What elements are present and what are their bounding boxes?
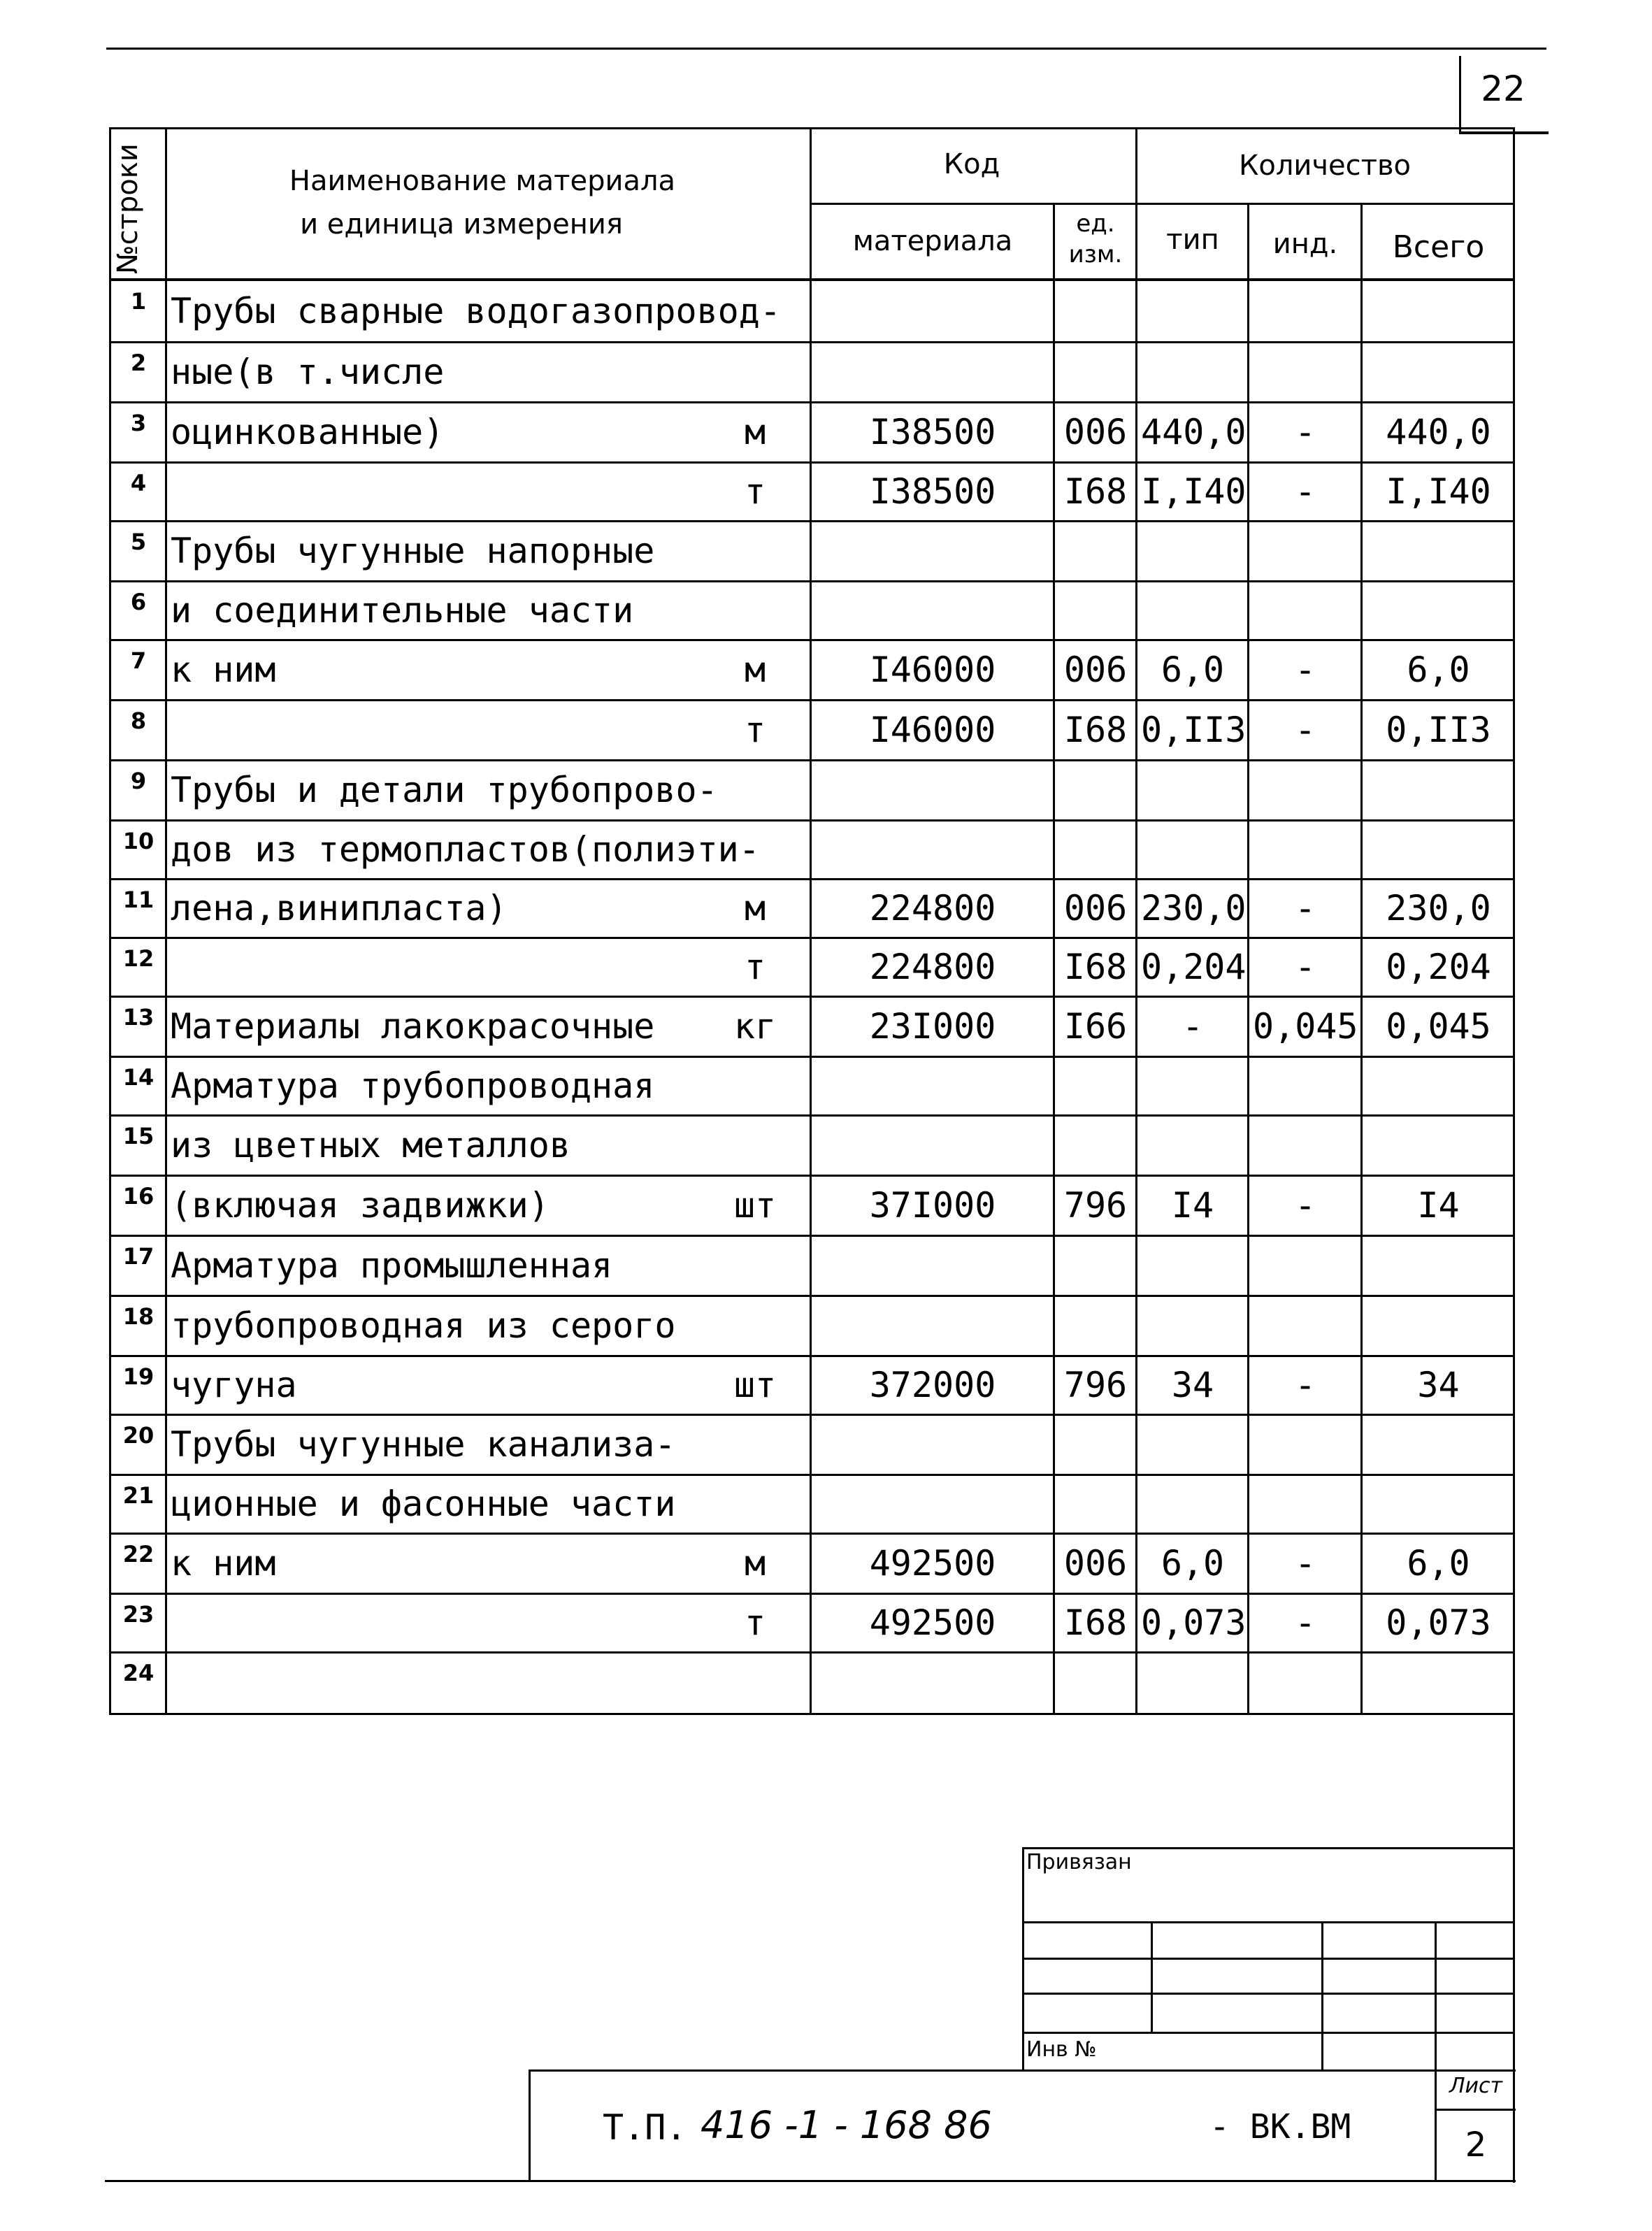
row-divider xyxy=(109,1651,1514,1653)
cell-name: Трубы чугунные напорные xyxy=(171,531,655,571)
cell-unit: м xyxy=(744,412,766,452)
cell-ind: - xyxy=(1294,471,1316,512)
cell-unit: т xyxy=(744,1602,766,1643)
row-number: 19 xyxy=(122,1363,155,1390)
cell-total: 230,0 xyxy=(1386,888,1491,928)
cell-name: дов из термопластов(полиэти- xyxy=(171,829,760,870)
page-number-box-bottom xyxy=(1459,131,1549,134)
stamp-main-left xyxy=(529,2069,531,2181)
row-divider xyxy=(109,401,1514,403)
cell-code: 224800 xyxy=(869,947,996,987)
cell-name: к ним xyxy=(171,650,276,690)
cell-code: 37I000 xyxy=(869,1185,996,1226)
cell-ind: 0,045 xyxy=(1253,1006,1358,1047)
cell-total: I4 xyxy=(1417,1185,1460,1226)
stamp-sheet-divider xyxy=(1435,2109,1516,2111)
row-number: 18 xyxy=(122,1303,155,1330)
cell-total: 0,II3 xyxy=(1386,710,1491,750)
cell-type: I4 xyxy=(1171,1185,1214,1226)
cell-unit: т xyxy=(744,947,766,987)
cell-name: и соединительные части xyxy=(171,590,634,631)
cell-unit: шт xyxy=(733,1365,777,1405)
row-divider xyxy=(109,520,1514,522)
cell-code: 492500 xyxy=(869,1543,996,1584)
cell-name: Арматура трубопроводная xyxy=(171,1066,655,1106)
cell-name: лена,винипласта) xyxy=(171,888,508,928)
cell-uom: 006 xyxy=(1063,888,1128,928)
row-number: 22 xyxy=(122,1541,155,1568)
name-code-divider xyxy=(810,127,812,1714)
cell-uom: 006 xyxy=(1063,1543,1128,1584)
type-ind-divider xyxy=(1247,203,1249,1713)
uom-type-divider xyxy=(1135,127,1137,1714)
code-group-header: Код xyxy=(943,148,1000,180)
bottom-rule xyxy=(105,2180,1516,2182)
row-number: 2 xyxy=(130,350,147,376)
row-divider xyxy=(109,1114,1514,1117)
cell-unit: м xyxy=(744,888,766,928)
name-header-line2: и единица измерения xyxy=(300,208,623,241)
sheet-label: Лист xyxy=(1449,2074,1503,2098)
cell-ind: - xyxy=(1294,1543,1316,1584)
cell-ind: - xyxy=(1294,1365,1316,1405)
cell-total: I,I40 xyxy=(1386,471,1491,512)
cell-ind: - xyxy=(1294,888,1316,928)
table-left-border xyxy=(109,127,111,1714)
top-rule xyxy=(106,48,1546,50)
cell-type: 34 xyxy=(1171,1365,1214,1405)
cell-total: 6,0 xyxy=(1407,650,1470,690)
row-divider xyxy=(109,1713,1514,1715)
cell-unit: кг xyxy=(733,1006,777,1047)
cell-unit: т xyxy=(744,710,766,750)
name-header-line1: Наименование материала xyxy=(289,165,676,197)
cell-code: I38500 xyxy=(869,471,996,512)
cell-name: оцинкованные) xyxy=(171,412,445,452)
page-number: 22 xyxy=(1481,69,1525,109)
row-divider xyxy=(109,1414,1514,1416)
row-number: 16 xyxy=(122,1183,155,1210)
row-divider xyxy=(109,819,1514,822)
row-divider xyxy=(109,1474,1514,1476)
cell-uom: 796 xyxy=(1063,1365,1128,1405)
cell-total: 0,045 xyxy=(1386,1006,1491,1047)
cell-name: Трубы чугунные канализа- xyxy=(171,1424,676,1465)
rownum-divider xyxy=(165,127,167,1714)
row-divider xyxy=(109,1056,1514,1058)
cell-ind: - xyxy=(1294,1602,1316,1643)
row-divider xyxy=(109,1533,1514,1535)
cell-unit: т xyxy=(744,471,766,512)
cell-code: 372000 xyxy=(869,1365,996,1405)
stamp-v3 xyxy=(1435,1921,1437,2071)
cell-type: I,I40 xyxy=(1141,471,1247,512)
cell-total: 6,0 xyxy=(1407,1543,1470,1584)
cell-ind: - xyxy=(1294,947,1316,987)
row-number: 14 xyxy=(122,1064,155,1091)
ind-header: инд. xyxy=(1272,228,1338,260)
stamp-main-top xyxy=(529,2069,1516,2072)
row-divider xyxy=(109,937,1514,939)
sheet-number: 2 xyxy=(1465,2125,1487,2165)
row-divider xyxy=(109,1295,1514,1297)
row-number: 9 xyxy=(130,768,147,794)
cell-type: 0,073 xyxy=(1141,1602,1247,1643)
cell-uom: 006 xyxy=(1063,412,1128,452)
cell-type: - xyxy=(1181,1006,1204,1047)
row-number: 3 xyxy=(130,410,147,436)
row-number: 11 xyxy=(122,887,155,913)
row-number: 7 xyxy=(130,647,147,674)
cell-name: к ним xyxy=(171,1543,276,1584)
cell-name: ционные и фасонные части xyxy=(171,1484,676,1524)
row-number: 15 xyxy=(122,1123,155,1149)
cell-name: Трубы сварные водогазопровод- xyxy=(171,291,781,331)
cell-name: Арматура промышленная xyxy=(171,1245,613,1286)
row-divider xyxy=(109,341,1514,343)
bound-label: Привязан xyxy=(1026,1850,1132,1874)
cell-name: Материалы лакокрасочные xyxy=(171,1006,655,1047)
row-number: 24 xyxy=(122,1660,155,1686)
cell-uom: I68 xyxy=(1063,1602,1128,1643)
table-right-border xyxy=(1513,127,1515,2183)
cell-name: чугуна xyxy=(171,1365,297,1405)
cell-uom: I68 xyxy=(1063,471,1128,512)
cell-type: 440,0 xyxy=(1141,412,1247,452)
row-divider xyxy=(109,996,1514,998)
row-number: 21 xyxy=(122,1482,155,1509)
stamp-v1 xyxy=(1151,1921,1153,2033)
doc-suffix: - ВК.ВМ xyxy=(1209,2107,1351,2146)
stamp-h4 xyxy=(1022,2032,1515,2034)
cell-code: 224800 xyxy=(869,888,996,928)
stamp-h1 xyxy=(1022,1921,1515,1923)
cell-uom: I68 xyxy=(1063,947,1128,987)
cell-type: 6,0 xyxy=(1161,650,1225,690)
cell-uom: I66 xyxy=(1063,1006,1128,1047)
row-number-header xyxy=(112,106,144,274)
stamp-top xyxy=(1022,1847,1515,1849)
cell-uom: 796 xyxy=(1063,1185,1128,1226)
cell-type: 0,204 xyxy=(1141,947,1247,987)
row-number: 13 xyxy=(122,1004,155,1031)
code-uom-divider xyxy=(1053,203,1055,1713)
row-divider xyxy=(109,759,1514,761)
cell-name: трубопроводная из серого xyxy=(171,1305,676,1346)
row-number: 8 xyxy=(130,708,147,734)
row-divider xyxy=(109,639,1514,641)
cell-uom: I68 xyxy=(1063,710,1128,750)
row-number: 17 xyxy=(122,1243,155,1270)
total-header: Всего xyxy=(1392,229,1485,265)
cell-uom: 006 xyxy=(1063,650,1128,690)
row-number: 23 xyxy=(122,1601,155,1628)
type-header: тип xyxy=(1166,224,1219,256)
cell-type: 230,0 xyxy=(1141,888,1247,928)
stamp-h3 xyxy=(1022,1993,1515,1995)
row-number: 20 xyxy=(122,1422,155,1449)
inventory-label: Инв № xyxy=(1026,2037,1097,2062)
quantity-group-header: Количество xyxy=(1238,150,1411,182)
row-number: 1 xyxy=(130,288,147,315)
row-number-header-label: №строки xyxy=(112,143,144,274)
cell-code: 492500 xyxy=(869,1602,996,1643)
cell-name: (включая задвижки) xyxy=(171,1185,550,1226)
cell-code: I38500 xyxy=(869,412,996,452)
stamp-sheet-left xyxy=(1435,2069,1437,2181)
row-number: 10 xyxy=(122,828,155,854)
row-number: 5 xyxy=(130,529,147,555)
cell-name: Трубы и детали трубопрово- xyxy=(171,770,718,810)
header-bottom xyxy=(109,278,1514,281)
material-code-header: материала xyxy=(852,225,1013,257)
cell-type: 0,II3 xyxy=(1141,710,1247,750)
cell-total: 0,204 xyxy=(1386,947,1491,987)
header-top xyxy=(109,127,1514,129)
ind-total-divider xyxy=(1360,203,1363,1713)
row-divider xyxy=(109,461,1514,464)
doc-prefix: Т.П. xyxy=(603,2107,687,2148)
row-number: 6 xyxy=(130,589,147,615)
header-sub-line xyxy=(811,203,1514,205)
cell-code: I46000 xyxy=(869,650,996,690)
row-number: 12 xyxy=(122,945,155,972)
row-number: 4 xyxy=(130,470,147,496)
row-divider xyxy=(109,699,1514,701)
cell-ind: - xyxy=(1294,710,1316,750)
row-divider xyxy=(109,878,1514,880)
cell-ind: - xyxy=(1294,650,1316,690)
cell-name: ные(в т.числе xyxy=(171,352,445,392)
cell-type: 6,0 xyxy=(1161,1543,1225,1584)
cell-total: 440,0 xyxy=(1386,412,1491,452)
cell-total: 34 xyxy=(1417,1365,1460,1405)
cell-ind: - xyxy=(1294,412,1316,452)
page-number-box-left xyxy=(1459,56,1461,133)
row-divider xyxy=(109,1175,1514,1177)
cell-code: I46000 xyxy=(869,710,996,750)
cell-unit: шт xyxy=(733,1185,777,1226)
cell-unit: м xyxy=(744,1543,766,1584)
unit-code-header-line2: изм. xyxy=(1068,241,1123,268)
stamp-h2 xyxy=(1022,1958,1515,1960)
row-divider xyxy=(109,1593,1514,1595)
cell-name: из цветных металлов xyxy=(171,1125,570,1165)
row-divider xyxy=(109,580,1514,582)
stamp-v2 xyxy=(1321,1921,1323,2071)
cell-code: 23I000 xyxy=(869,1006,996,1047)
doc-number: 416 -1 - 168 86 xyxy=(701,2103,992,2147)
row-divider xyxy=(109,1355,1514,1357)
unit-code-header-line1: ед. xyxy=(1076,210,1115,238)
cell-ind: - xyxy=(1294,1185,1316,1226)
cell-total: 0,073 xyxy=(1386,1602,1491,1643)
row-divider xyxy=(109,1235,1514,1237)
cell-unit: м xyxy=(744,650,766,690)
